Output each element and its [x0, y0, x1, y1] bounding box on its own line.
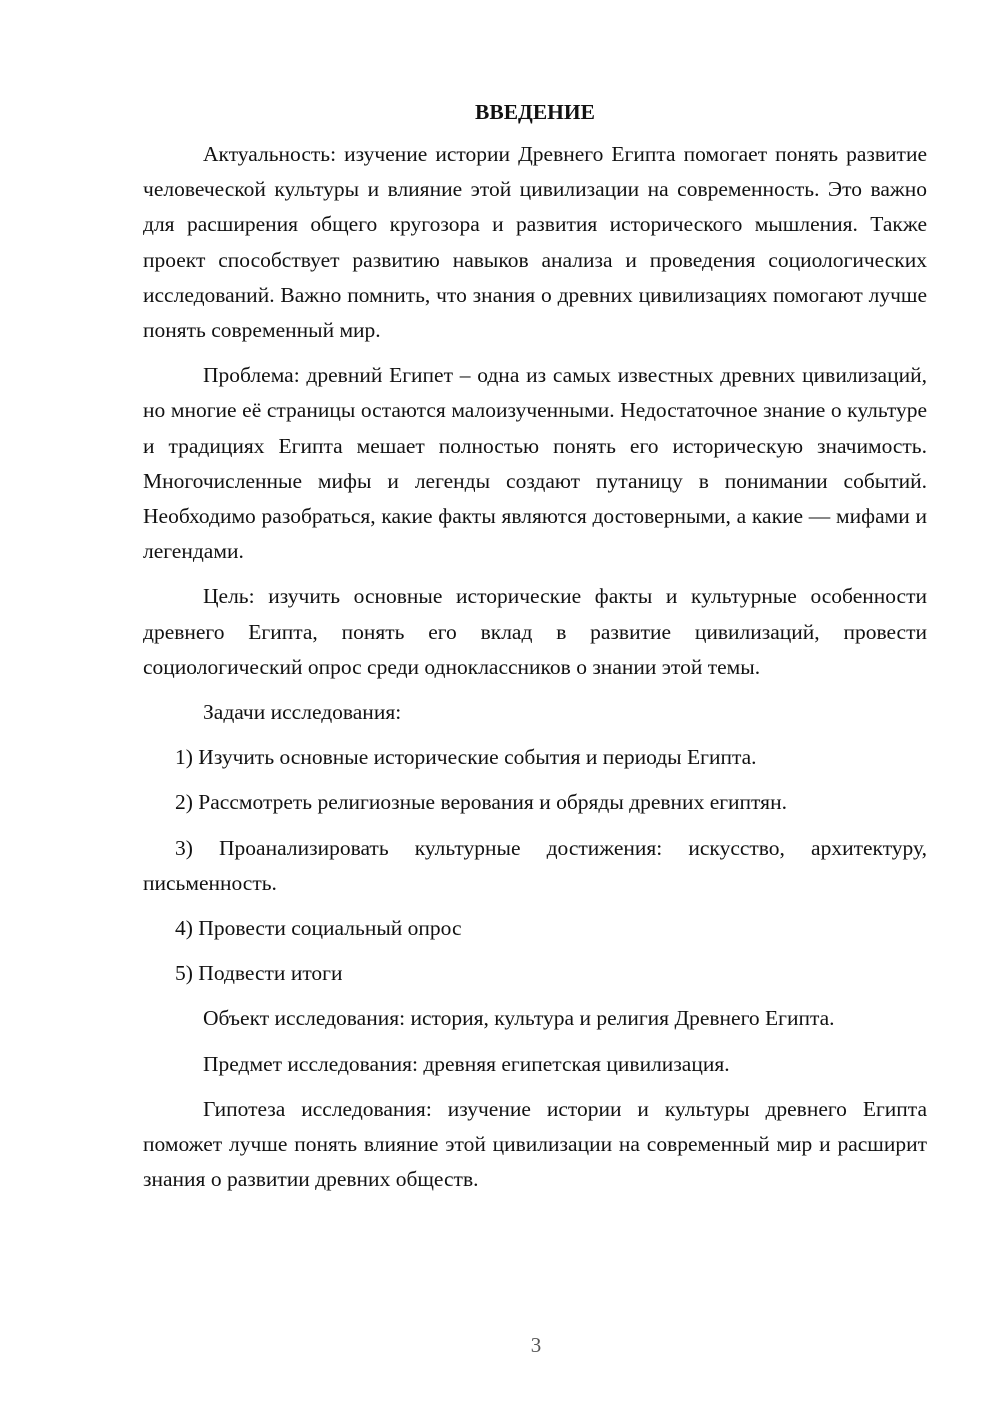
task-number: 2): [175, 790, 193, 815]
task-text: Провести социальный опрос: [198, 916, 462, 941]
task-item: [143, 785, 927, 820]
page-content: [143, 96, 927, 1207]
relevance-paragraph: Актуальность: изучение истории Древнего Египта помогает понять развитие человеческой культуры и влияние этой цивилизации на современность. Это важно для расширения общего кругозора и развития исторического мышления. Также проект способствует развитию навыков анализа и проведения социологических исследований. Важно помнить, что знания о древних цивилизациях помогают лучше понять современный мир.: [143, 142, 927, 343]
task-number: 3): [175, 835, 193, 860]
tasks-heading: Задачи исследования:: [203, 700, 402, 725]
task-number: 4): [175, 916, 193, 941]
task-text: Подвести итоги: [198, 961, 343, 986]
problem-paragraph: Проблема: древний Египет – одна из самых известных древних цивилизаций, но многие её страницы остаются малоизученными. Недостаточное знание о культуре и традициях Египта мешает полностью понять его историческую значимость. Многочисленные мифы и легенды создают путаницу в понимании событий. Необходимо разобраться, какие факты являются достоверными, а какие — мифами и легендами.: [143, 363, 927, 564]
page-title: ВВЕДЕНИЕ: [475, 100, 595, 124]
task-text: Рассмотреть религиозные верования и обряды древних египтян.: [198, 790, 787, 815]
task-number: 1): [175, 745, 193, 770]
task-item: [143, 956, 927, 991]
hypothesis-paragraph: Гипотеза исследования: изучение истории и культуры древнего Египта поможет лучше понять влияние этой цивилизации на современный мир и расширит знания о развитии древних обществ.: [143, 1096, 927, 1192]
page-number: 3: [530, 1333, 542, 1357]
task-text: Изучить основные исторические события и периоды Египта.: [198, 745, 757, 770]
task-item: [143, 911, 927, 946]
object-paragraph: Объект исследования: история, культура и религия Древнего Египта.: [203, 1006, 835, 1031]
task-number: 5): [175, 961, 193, 986]
task-item: [143, 740, 927, 775]
subject-paragraph: Предмет исследования: древняя египетская цивилизация.: [203, 1051, 730, 1076]
task-text: Проанализировать культурные достижения: искусство, архитектуру, письменность.: [143, 835, 927, 895]
task-item: [143, 831, 927, 901]
goal-paragraph: Цель: изучить основные исторические факты и культурные особенности древнего Египта, понять его вклад в развитие цивилизаций, провести социологический опрос среди одноклассников о знании этой темы.: [143, 584, 927, 679]
